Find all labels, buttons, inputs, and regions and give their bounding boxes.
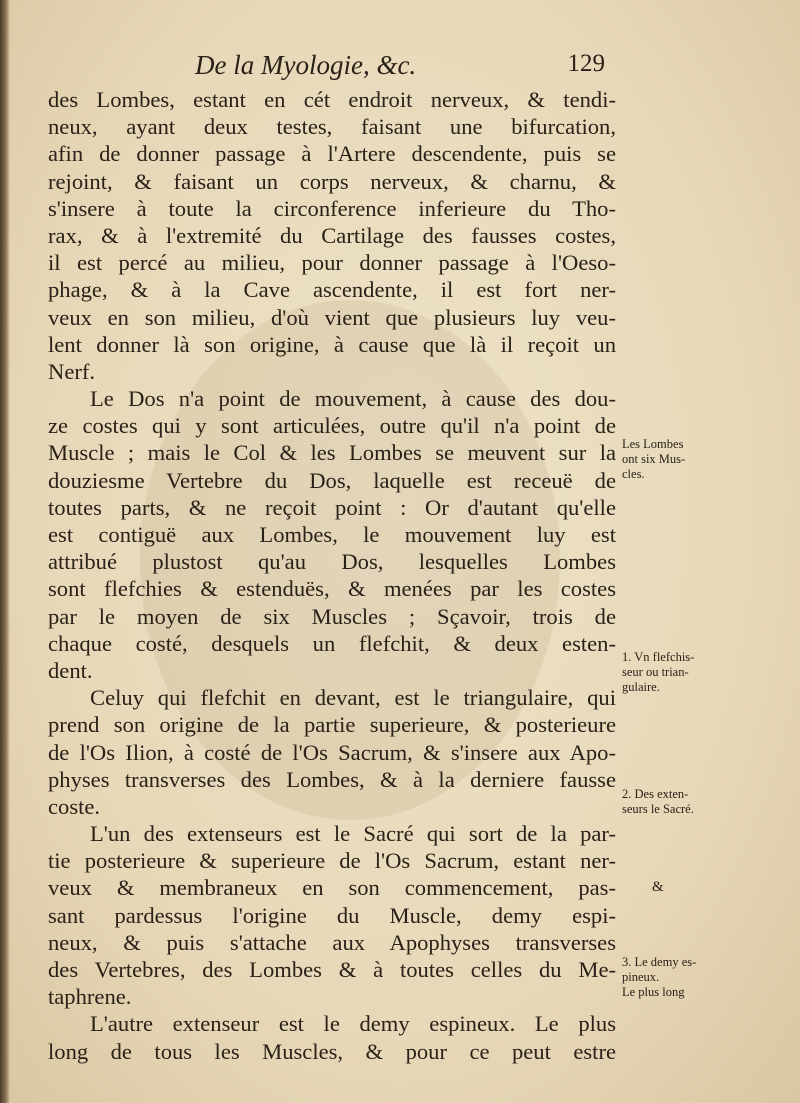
margin-note-line: Le plus long <box>622 985 685 999</box>
text-line: toutes parts, & ne reçoit point : Or d'autant qu'elle <box>48 494 616 520</box>
text-line: douziesme Vertebre du Dos, laquelle est receuë de <box>48 467 616 493</box>
text-line: des Lombes, estant en cét endroit nerveux, & tendi- <box>48 87 616 112</box>
text-line: sant pardessus l'origine du Muscle, demy espi- <box>48 902 616 928</box>
margin-note-demy-espineux <box>622 955 772 1000</box>
text-line: il est percé au milieu, pour donner passage à l'Oeso- <box>48 250 616 276</box>
margin-note-triangulaire <box>622 650 772 695</box>
text-line: long de tous les Muscles, & pour ce peut estre <box>48 1038 616 1064</box>
text-line: dent. <box>48 657 93 683</box>
running-head: De la Myologie, &c. <box>195 50 417 80</box>
text-line: neux, & puis s'attache aux Apophyses transverses <box>48 929 616 955</box>
text-line: prend son origine de la partie superieure, & posterieure <box>48 712 616 738</box>
margin-note-line: seur ou trian- <box>622 665 689 679</box>
page-header <box>195 50 605 84</box>
margin-note-line: cles. <box>622 467 645 481</box>
text-line: attribué plustost qu'au Dos, lesquelles Lombes <box>48 549 616 575</box>
margin-note-sacre <box>622 787 772 817</box>
text-line: Le Dos n'a point de mouvement, à cause des dou- <box>90 386 616 412</box>
margin-note-lombes <box>622 437 772 482</box>
text-line: rejoint, & faisant un corps nerveux, & charnu, & <box>48 168 616 194</box>
text-line: ze costes qui y sont articulées, outre qu'il n'a point de <box>48 413 616 439</box>
text-line: chaque costé, desquels un flefchit, & deux esten- <box>48 630 616 656</box>
text-line: taphrene. <box>48 984 132 1010</box>
text-line: phage, & à la Cave ascendente, il est fort ner- <box>48 277 616 303</box>
text-line: neux, ayant deux testes, faisant une bifurcation, <box>48 114 616 140</box>
text-line: L'autre extenseur est le demy espineux. Le plus <box>90 1011 616 1037</box>
margin-note-line: seurs le Sacré. <box>622 802 694 816</box>
margin-note-line: Les Lombes <box>622 437 684 451</box>
margin-note-line: ont six Mus- <box>622 452 686 466</box>
text-line: rax, & à l'extremité du Cartilage des fausses costes, <box>48 222 616 248</box>
page-number: 129 <box>567 50 605 77</box>
text-line: de l'Os Ilion, à costé de l'Os Sacrum, & s'insere aux Apo- <box>48 739 616 765</box>
margin-note-line: pineux. <box>622 970 660 984</box>
text-line: sont flefchies & estenduës, & menées par les costes <box>48 576 616 602</box>
text-line: lent donner là son origine, à cause que là il reçoit un <box>48 331 616 357</box>
text-line: Nerf. <box>48 358 96 384</box>
margin-note-line: 1. Vn flefchis- <box>622 650 695 664</box>
text-line: Celuy qui flefchit en devant, est le triangulaire, qui <box>90 685 616 711</box>
text-line: tie posterieure & superieure de l'Os Sacrum, estant ner- <box>48 848 616 874</box>
text-line: veux & membraneux en son commencement, pas- <box>48 875 616 901</box>
text-line: physes transverses des Lombes, & à la derniere fausse <box>48 766 616 792</box>
text-line: veux en son milieu, d'où vient que plusieurs luy veu- <box>48 304 616 330</box>
body-text <box>48 86 616 1065</box>
text-line: Muscle ; mais le Col & les Lombes se meuvent sur la <box>48 440 616 466</box>
margin-note-line: & <box>652 879 664 895</box>
text-line: des Vertebres, des Lombes & à toutes celles du Me- <box>48 957 616 982</box>
text-line: L'un des extenseurs est le Sacré qui sort de la par- <box>90 821 616 847</box>
page-binding-edge <box>0 0 10 1103</box>
text-line: par le moyen de six Muscles ; Sçavoir, trois de <box>48 603 616 629</box>
margin-note-ampersand <box>652 880 800 895</box>
text-line: s'insere à toute la circonference inferieure du Tho- <box>48 195 616 221</box>
margin-note-line: 3. Le demy es- <box>622 955 697 969</box>
text-line: coste. <box>48 793 101 819</box>
text-line: afin de donner passage à l'Artere descendente, puis se <box>48 141 616 167</box>
margin-note-line: gulaire. <box>622 680 660 694</box>
text-line: est contiguë aux Lombes, le mouvement luy est <box>48 522 616 547</box>
margin-note-line: 2. Des exten- <box>622 787 689 801</box>
